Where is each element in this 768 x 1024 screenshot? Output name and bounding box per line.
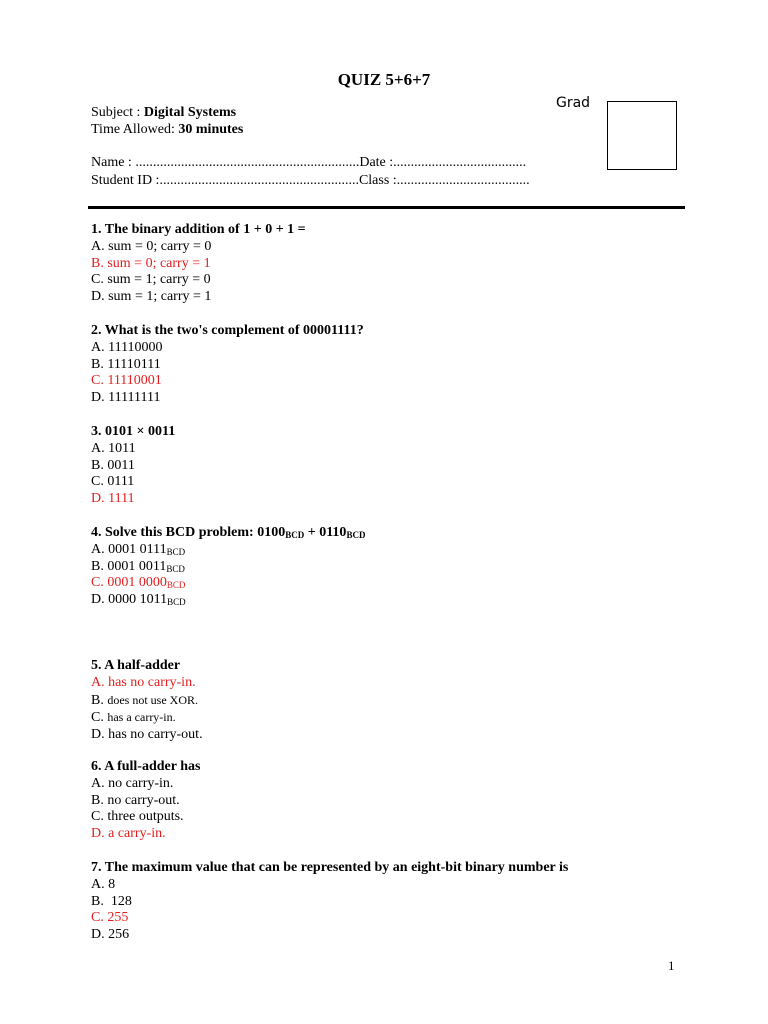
option-c: C. 255: [91, 910, 129, 926]
bcd-subscript: BCD: [167, 597, 186, 608]
question-4: [91, 525, 365, 609]
stem-part-2: + 0110: [304, 525, 347, 540]
option-d: D. sum = 1; carry = 1: [91, 289, 212, 305]
option-b: B. 0011: [91, 457, 135, 473]
bcd-subscript: BCD: [166, 580, 186, 591]
quiz-title: QUIZ 5+6+7: [337, 70, 431, 89]
option-b: B. sum = 0; carry = 1: [91, 255, 211, 271]
question-2: [91, 323, 364, 407]
option-b: B. 128: [91, 893, 132, 909]
option-a: A. 1011: [91, 440, 136, 456]
option-a: A. sum = 0; carry = 0: [91, 238, 212, 254]
option-c: C. three outputs.: [91, 809, 184, 825]
question-6: [91, 759, 200, 843]
option-c: C. 0001 $0000_{BCD}$: [91, 575, 186, 591]
question-stem: 7. The maximum value that can be represented by an eight-bit binary number is: [91, 860, 569, 875]
option-a: A. 8: [91, 876, 116, 892]
option-d: D. 1111: [91, 491, 135, 507]
subject-value: Digital Systems: [143, 105, 237, 120]
option-c: C. has a carry-in.: [91, 710, 176, 726]
header-divider: [88, 206, 685, 209]
page-number: 1: [668, 958, 675, 973]
question-stem: 3. 0101 × 0011: [91, 424, 176, 439]
option-c: C. 0111: [91, 474, 135, 490]
option-b: B. does not use XOR.: [91, 692, 199, 708]
option-b: B. no carry-out.: [91, 792, 180, 808]
option-a: A. 11110000: [91, 339, 163, 355]
time-value: 30 minutes: [178, 122, 244, 137]
bcd-subscript: BCD: [166, 563, 185, 574]
time-label: Time Allowed:: [91, 122, 179, 137]
option-c: C. sum = 1; carry = 0: [91, 272, 211, 288]
option-a: A. has no carry-in.: [91, 674, 196, 690]
student-id-field: Student ID :.........................................................: [91, 173, 359, 188]
option-d: D. 11111111: [91, 390, 161, 406]
stem-part-1: 4. Solve this BCD problem: 0100: [91, 525, 286, 540]
question-5: [91, 658, 203, 744]
option-d: D. a carry-in.: [91, 826, 166, 842]
option-d: D. 256: [91, 927, 130, 943]
option-c: C. 11110001: [91, 373, 162, 389]
question-stem: 1. The binary addition of 1 + 0 + 1 =: [91, 222, 306, 237]
id-class-line: [91, 172, 530, 190]
question-stem: 5. A half-adder: [91, 658, 181, 673]
option-d: D. has no carry-out.: [91, 727, 203, 743]
date-field: Date :......................................: [359, 155, 527, 170]
class-field: Class :......................................: [358, 173, 530, 188]
question-7: [91, 860, 568, 944]
subject-label: Subject :: [91, 105, 144, 120]
name-date-line: [91, 154, 530, 172]
grade-label: Grad: [556, 95, 591, 111]
quiz-meta: [91, 104, 243, 138]
question-stem: [91, 525, 365, 542]
grade-box: [607, 101, 677, 170]
option-d: D. 0000 $1011_{BCD}$: [91, 592, 186, 608]
subject-line: [91, 104, 243, 121]
question-3: [91, 424, 175, 508]
option-b: B. 11110111: [91, 356, 161, 372]
student-fields: [91, 154, 530, 190]
question-stem: 2. What is the two's complement of 00001111?: [91, 323, 364, 338]
option-b: B. 0001 $0011_{BCD}$: [91, 558, 185, 574]
option-a: A. no carry-in.: [91, 775, 174, 791]
option-a: A. 0001 $0111_{BCD}$: [91, 541, 186, 557]
bcd-subscript: BCD: [285, 530, 305, 540]
bcd-subscript: BCD: [166, 546, 186, 557]
time-line: [91, 121, 243, 138]
question-stem: 6. A full-adder has: [91, 759, 201, 774]
bcd-subscript: BCD: [346, 530, 366, 540]
question-1: [91, 222, 306, 306]
name-field: Name : ................................................................: [91, 155, 360, 170]
